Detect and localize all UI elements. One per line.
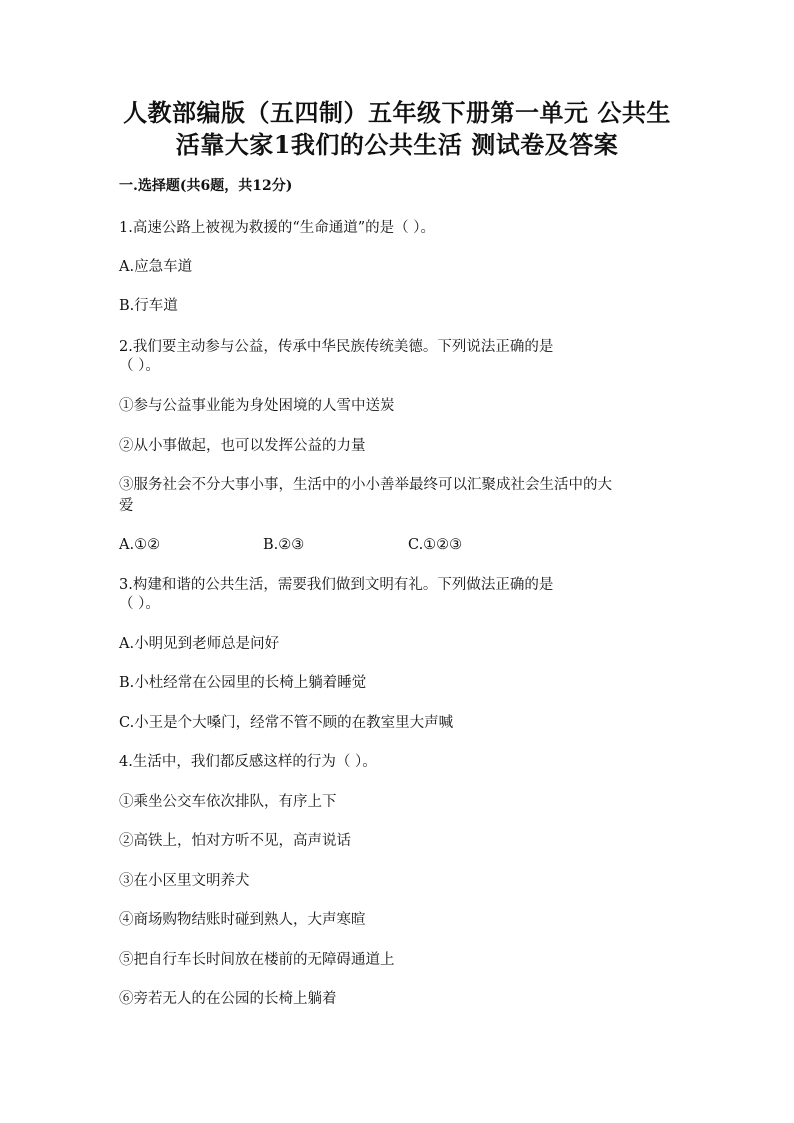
question-2-statement-3: ③服务社会不分大事小事，生活中的小小善举最终可以汇聚成社会生活中的大	[119, 477, 612, 493]
question-2-stem-continued: （ ）。	[119, 358, 160, 374]
question-4-statement-2: ②高铁上，怕对方听不见，高声说话	[119, 833, 351, 849]
question-3-option-a: A.小明见到老师总是问好	[119, 636, 280, 652]
question-3-stem: 3.构建和谐的公共生活，需要我们做到文明有礼。下列做法正确的是	[119, 577, 554, 593]
question-3-option-c: C.小王是个大嗓门，经常不管不顾的在教室里大声喊	[119, 715, 454, 731]
question-2-option-b: B.②③	[263, 537, 305, 553]
page-title-line-2: 活靠大家1我们的公共生活 测试卷及答案	[175, 130, 619, 159]
question-2-options	[119, 535, 679, 555]
question-3-stem-continued: （ ）。	[119, 596, 160, 612]
question-2-stem: 2.我们要主动参与公益，传承中华民族传统美德。下列说法正确的是	[119, 339, 554, 355]
question-4-statement-5: ⑤把自行车长时间放在楼前的无障碍通道上	[119, 952, 395, 968]
question-2-statement-1: ①参与公益事业能为身处困境的人雪中送炭	[119, 398, 395, 414]
question-2-statement-3-continued: 爱	[119, 498, 134, 514]
question-2-option-c: C.①②③	[408, 537, 463, 553]
page-title-line-1: 人教部编版（五四制）五年级下册第一单元 公共生	[123, 98, 671, 127]
question-1-option-a: A.应急车道	[119, 259, 193, 275]
section-heading: 一.选择题(共6题，共12分)	[119, 178, 293, 194]
question-4-statement-3: ③在小区里文明养犬	[119, 873, 250, 889]
question-2-option-a: A.①②	[119, 537, 161, 553]
question-1-option-b: B.行车道	[119, 298, 178, 314]
question-4-statement-1: ①乘坐公交车依次排队，有序上下	[119, 794, 337, 810]
question-3-option-b: B.小杜经常在公园里的长椅上躺着睡觉	[119, 675, 367, 691]
question-1-stem: 1.高速公路上被视为救援的“生命通道”的是（ ）。	[119, 220, 436, 236]
question-4-statement-4: ④商场购物结账时碰到熟人，大声寒暄	[119, 912, 366, 928]
question-4-stem: 4.生活中，我们都反感这样的行为（ ）。	[119, 754, 377, 770]
question-4-statement-6: ⑥旁若无人的在公园的长椅上躺着	[119, 991, 337, 1007]
question-2-statement-2: ②从小事做起，也可以发挥公益的力量	[119, 438, 366, 454]
